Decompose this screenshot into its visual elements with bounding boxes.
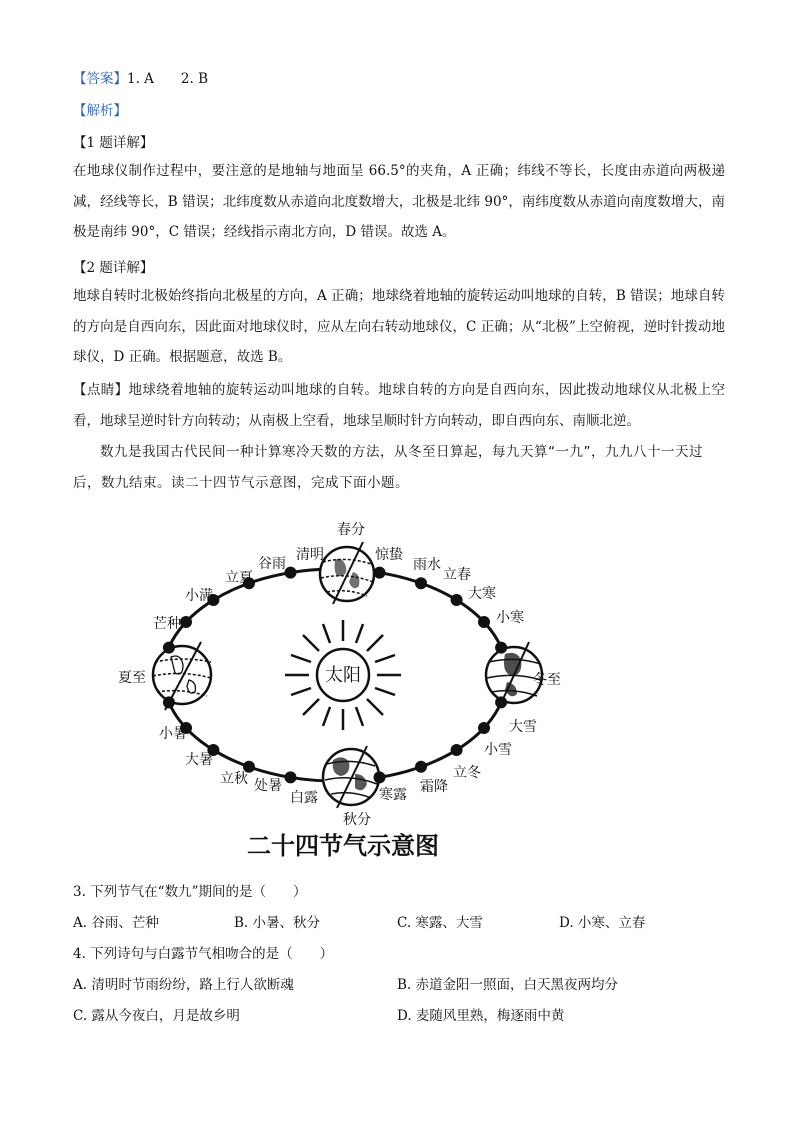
term-shuangjiang: 霜降	[420, 779, 448, 795]
q1-detail-tag: 【1 题详解】	[73, 135, 154, 151]
term-xiaoshu: 小暑	[159, 726, 187, 742]
term-dongzhi: 冬至	[533, 672, 561, 688]
intro-paragraph: 数九是我国古代民间一种计算寒冷天数的方法，从冬至日算起，每九天算“一九”，九九八十一天过后，数九结束。读二十四节气示意图，完成下面小题。	[73, 444, 703, 491]
answer-tag: 【答案】	[73, 71, 127, 87]
term-dot	[163, 642, 175, 654]
term-dot	[451, 594, 463, 606]
term-dot	[180, 616, 192, 628]
term-xiaohan: 小寒	[496, 610, 524, 626]
earth-autumn-icon	[323, 746, 379, 808]
point-body: 地球绕着地轴的旋转运动叫地球的自转。地球自转的方向是自西向东，因此拨动地球仪从北极上空看，地球呈逆时针方向转动；从南极上空看，地球呈顺时针方向转动，即自西向东、南顺北逆。	[73, 382, 726, 429]
term-dot	[478, 616, 490, 628]
term-chushu: 处暑	[254, 778, 282, 794]
answer-line	[73, 67, 208, 87]
term-dot	[415, 761, 427, 773]
q4-stem: 4. 下列诗句与白露节气相吻合的是（ ）	[73, 946, 334, 962]
earth-spring-icon	[320, 542, 374, 604]
q4-option-b[interactable]: B. 赤道金阳一照面，白天黑夜两均分	[397, 977, 619, 993]
analysis-tag: 【解析】	[73, 103, 127, 119]
term-guyu: 谷雨	[258, 556, 286, 572]
q1-detail-body: 在地球仪制作过程中，要注意的是地轴与地面呈 66.5°的夹角，A 正确；纬线不等长，长度由赤道向两极递减，经线等长，B 错误；北纬度数从赤道向北度数增大，北极是北纬 90°，南纬度数从赤道向南度数增大，南极是南纬 90°，C 错误；经线指示南北方向，D 错误。故选 A。	[73, 163, 725, 240]
q3-stem: 3. 下列节气在“数九”期间的是（ ）	[73, 884, 307, 900]
term-dahan: 大寒	[468, 586, 496, 602]
term-dot	[495, 696, 507, 708]
term-dot	[374, 567, 386, 579]
term-qingming: 清明	[296, 547, 324, 563]
q4-option-a[interactable]: A. 清明时节雨纷纷，路上行人欲断魂	[73, 977, 294, 993]
solar-terms-diagram	[105, 512, 565, 862]
term-dot	[495, 642, 507, 654]
term-liqiu: 立秋	[220, 771, 248, 787]
sun-label: 太阳	[325, 665, 361, 686]
diagram-title: 二十四节气示意图	[247, 832, 439, 860]
q3-option-a[interactable]: A. 谷雨、芒种	[73, 915, 159, 931]
term-bailu: 白露	[290, 790, 318, 806]
q2-detail-tag: 【2 题详解】	[73, 260, 154, 276]
term-dot	[478, 722, 490, 734]
term-xiaoxue: 小雪	[484, 742, 512, 758]
term-dot	[285, 567, 297, 579]
term-dot	[163, 696, 175, 708]
point-paragraph	[73, 375, 725, 436]
q2-detail-body: 地球自转时北极始终指向北极星的方向，A 正确；地球绕着地轴的旋转运动叫地球的自转，B 错误；地球自转的方向是自西向东，因此面对地球仪时，应从左向右转动地球仪，C 正确；从“北极”上空俯视，逆时针拨动地球仪，D 正确。根据题意，故选 B。	[73, 288, 725, 365]
term-qiufen: 秋分	[343, 812, 371, 828]
term-xiazhi: 夏至	[118, 670, 146, 686]
q3-option-d[interactable]: D. 小寒、立春	[559, 915, 646, 931]
point-tag: 【点睛】	[73, 382, 129, 398]
q3-option-c[interactable]: C. 寒露、大雪	[397, 915, 483, 931]
term-daxue: 大雪	[509, 719, 537, 735]
term-lichun: 立春	[443, 567, 471, 583]
term-jingzhe: 惊蛰	[375, 547, 403, 563]
term-chunfen: 春分	[337, 522, 365, 538]
term-dot	[415, 577, 427, 589]
answer-text: 1. A 2. B	[127, 71, 209, 87]
q4-option-c[interactable]: C. 露从今夜白，月是故乡明	[73, 1008, 240, 1024]
term-dot	[285, 771, 297, 783]
term-mangzhong: 芒种	[153, 616, 181, 632]
term-hanlu: 寒露	[379, 787, 407, 803]
q3-option-b[interactable]: B. 小暑、秋分	[234, 915, 321, 931]
term-lixia: 立夏	[225, 570, 253, 586]
term-dashu: 大暑	[185, 752, 213, 768]
term-xiaoman: 小满	[185, 588, 213, 604]
earth-summer-icon	[153, 642, 211, 710]
q4-option-d[interactable]: D. 麦随风里熟，梅逐雨中黄	[397, 1008, 565, 1024]
term-yushui: 雨水	[413, 557, 441, 573]
term-dot	[451, 744, 463, 756]
term-lidong: 立冬	[453, 765, 481, 781]
term-dot	[374, 771, 386, 783]
